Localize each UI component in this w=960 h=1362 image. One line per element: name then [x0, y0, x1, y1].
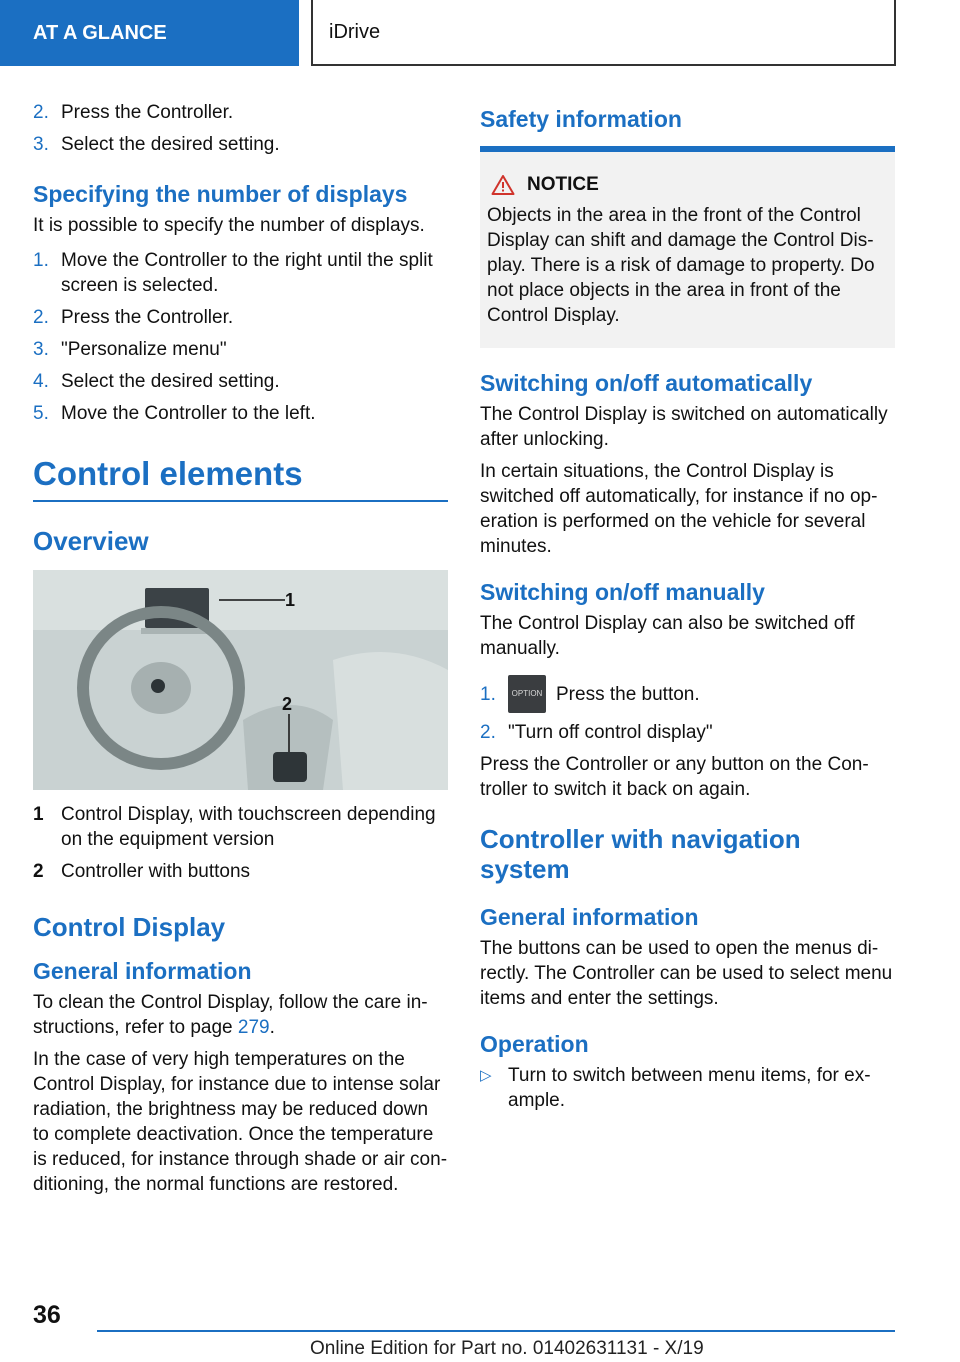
warning-triangle-icon — [491, 174, 515, 195]
callout-list — [33, 802, 448, 884]
heading-general-information-2: General information — [480, 904, 699, 930]
heading-switching-auto: Switching on/off automatically — [480, 370, 813, 396]
manual-after-paragraph: Press the Controller or any button on the Controller to switch it back on again. — [480, 754, 869, 800]
svg-text:2: 2 — [282, 694, 293, 714]
list-item: 4. Select the desired setting. — [33, 371, 280, 392]
general2-paragraph: The buttons can be used to open the menus directly. The Controller can be used to select menu items and enter the settings. — [480, 938, 893, 1009]
cockpit-photo — [33, 570, 448, 790]
section-tab-label: AT A GLANCE — [33, 21, 167, 44]
heading-control-elements: Control elements — [33, 454, 448, 502]
auto-paragraph-1: The Control Display is switched on automatically after unlocking. — [480, 404, 888, 450]
clean-paragraph: To clean the Control Display, follow the care instructions, refer to page 279. — [33, 992, 428, 1038]
left-column — [33, 100, 448, 1204]
svg-text:1: 1 — [285, 590, 296, 610]
right-column — [480, 100, 895, 1113]
list-item: 5. Move the Controller to the left. — [33, 403, 316, 424]
list-item: 2. "Turn off control display" — [480, 722, 713, 743]
list-item: 1. OPTION Press the button. — [480, 675, 895, 713]
triangle-bullet-icon: ▷ — [480, 1067, 492, 1084]
heading-switching-manual: Switching on/off manually — [480, 579, 765, 605]
steps-list-a — [33, 100, 448, 157]
list-item: 2. Press the Controller. — [33, 307, 234, 328]
displays-intro: It is possible to specify the number of displays. — [33, 215, 425, 236]
auto-paragraph-2: In certain situations, the Control Display is switched off automatically, for instance if no operation is performed on the vehicle for several minutes. — [480, 461, 878, 557]
manual-paragraph: The Control Display can also be switched off manually. — [480, 613, 855, 659]
controller-shape — [273, 752, 307, 782]
edition-footer: Online Edition for Part no. 01402631131 - X/19 — [310, 1338, 704, 1359]
heading-operation: Operation — [480, 1031, 589, 1057]
option-button-icon: OPTION — [508, 675, 546, 713]
heading-control-display: Control Display — [33, 912, 226, 942]
list-item: ▷ Turn to switch between menu items, for example. — [480, 1065, 871, 1111]
list-item: 2 Controller with buttons — [33, 861, 251, 882]
heading-overview: Overview — [33, 526, 149, 556]
heading-displays: Specifying the number of displays — [33, 181, 408, 207]
list-item: 3. "Personalize menu" — [33, 339, 227, 360]
section-tab[interactable] — [0, 0, 299, 66]
steps-list-b — [33, 248, 448, 426]
temperature-paragraph: In the case of very high temperatures on the Control Display, for instance due to intense solar radiation, the brightness may be reduced down to complete deactivation. Once the temperature is reduced, for instance through shade or air conditioning, the normal functions are restored. — [33, 1049, 448, 1195]
manual-steps — [480, 675, 895, 745]
footer-divider — [97, 1330, 895, 1332]
list-item: 3. Select the desired setting. — [33, 134, 280, 155]
notice-box — [480, 152, 895, 348]
notice-text: Objects in the area in the front of the Control Display can shift and damage the Control Display. There is a risk of damage to property. Do not place objects in the area in front of the Control Display. — [487, 205, 875, 326]
heading-general-information: General information — [33, 958, 252, 984]
chapter-tab[interactable] — [311, 0, 896, 66]
notice-title: NOTICE — [527, 174, 599, 195]
list-item: 2. Press the Controller. — [33, 102, 234, 123]
heading-controller-navigation: Controller with navigation system — [480, 824, 801, 884]
page-reference-link[interactable]: 279 — [237, 1017, 270, 1038]
chapter-tab-label: iDrive — [329, 20, 381, 43]
list-item: 1 Control Display, with touchscreen depending on the equipment version — [33, 804, 436, 850]
heading-safety-information: Safety information — [480, 106, 682, 132]
page-number: 36 — [33, 1301, 61, 1329]
list-item: 1. Move the Controller to the right until the split screen is selected. — [33, 250, 433, 296]
